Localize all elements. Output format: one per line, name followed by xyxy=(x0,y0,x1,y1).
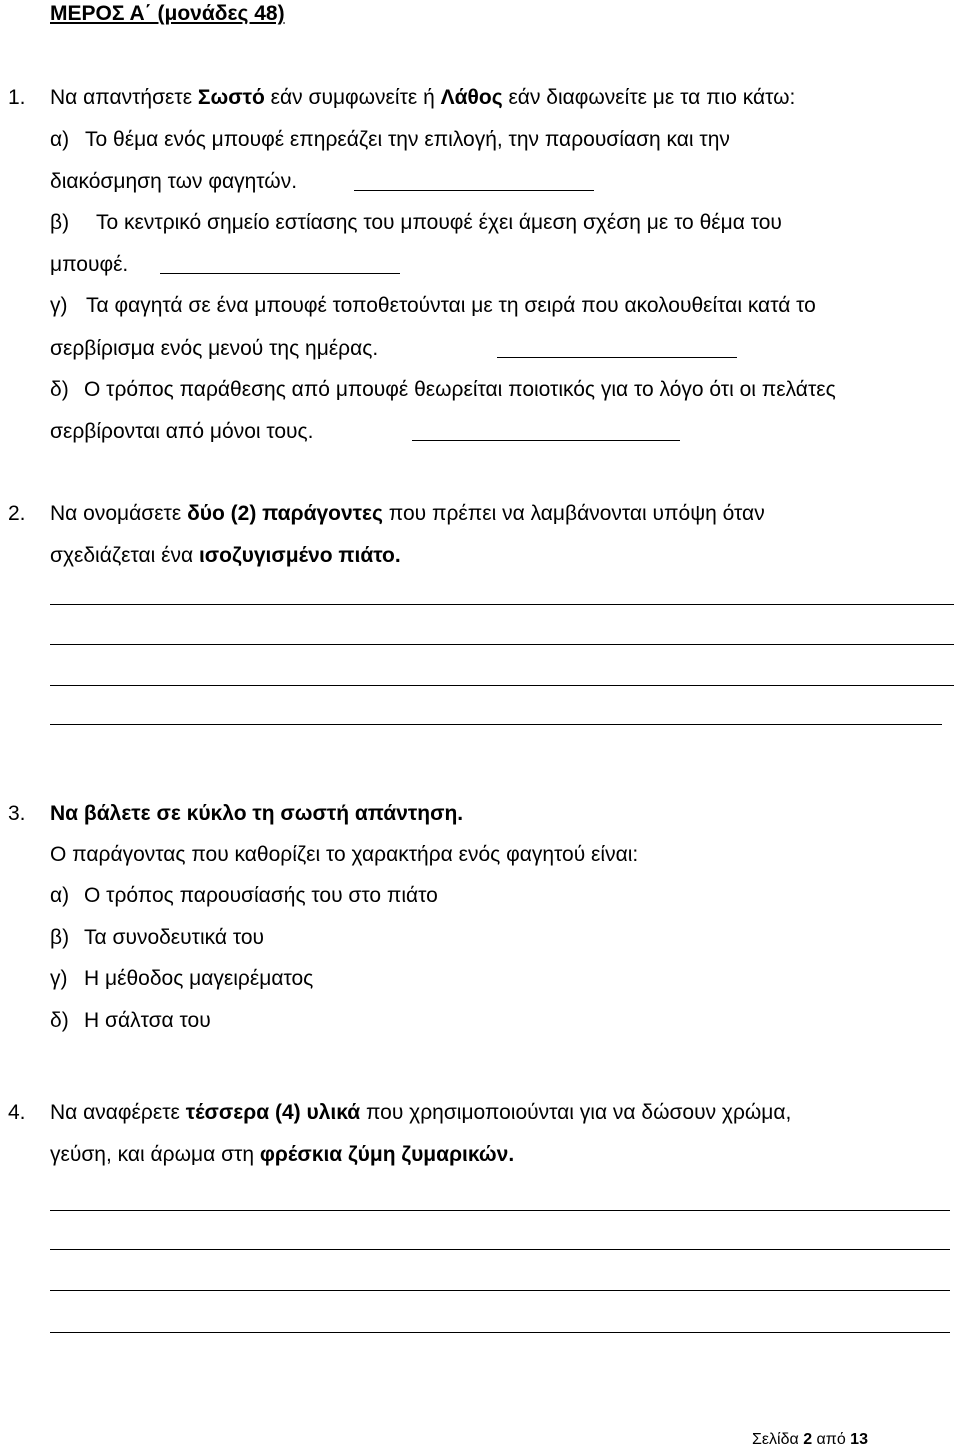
question-1c-line2: σερβίρισμα ενός μενού της ημέρας. xyxy=(50,337,379,360)
question-1c-line1: Τα φαγητά σε ένα μπουφέ τοποθετούνται με τη σειρά που ακολουθείται κατά το xyxy=(86,294,816,317)
question-4-number: 4. xyxy=(8,1101,26,1124)
question-1b-line1: Το κεντρικό σημείο εστίασης του μπουφέ έχει άμεση σχέση με το θέμα του xyxy=(96,211,782,234)
answer-blank-1a[interactable] xyxy=(354,190,594,191)
section-header: ΜΕΡΟΣ Α΄ (μονάδες 48) xyxy=(50,2,285,25)
question-3-stem: Ο παράγοντας που καθορίζει το χαρακτήρα ενός φαγητού είναι: xyxy=(50,843,639,866)
question-1a-line1: α) Το θέμα ενός μπουφέ επηρεάζει την επιλογή, την παρουσίαση και την xyxy=(50,128,730,151)
option-c[interactable]: Η μέθοδος μαγειρέματος xyxy=(84,967,314,990)
question-4-line1: Να αναφέρετε τέσσερα (4) υλικά που χρησιμοποιούνται για να δώσουν χρώμα, xyxy=(50,1101,792,1124)
option-a[interactable]: Ο τρόπος παρουσίασής του στο πιάτο xyxy=(84,884,438,907)
option-b-letter: β) xyxy=(50,926,70,949)
option-b[interactable]: Τα συνοδευτικά του xyxy=(84,926,264,949)
question-1b-line2: μπουφέ. xyxy=(50,253,129,276)
question-1-number: 1. xyxy=(8,86,26,109)
question-3-title: Να βάλετε σε κύκλο τη σωστή απάντηση. xyxy=(50,802,464,825)
answer-blank-1d[interactable] xyxy=(412,440,680,441)
answer-line-2-2[interactable] xyxy=(50,644,954,645)
option-a-letter: α) xyxy=(50,884,70,907)
question-2-number: 2. xyxy=(8,502,26,525)
question-1c-letter: γ) xyxy=(50,294,68,317)
page-number: Σελίδα 2 από 13 xyxy=(752,1431,868,1448)
answer-line-4-1[interactable] xyxy=(50,1210,950,1211)
option-d[interactable]: Η σάλτσα του xyxy=(84,1009,211,1032)
question-1a-line2: διακόσμηση των φαγητών. xyxy=(50,170,298,193)
question-3-number: 3. xyxy=(8,802,26,825)
answer-line-4-4[interactable] xyxy=(50,1332,950,1333)
question-2-line1: Να ονομάσετε δύο (2) παράγοντες που πρέπει να λαμβάνονται υπόψη όταν xyxy=(50,502,765,525)
question-1b-letter: β) xyxy=(50,211,70,234)
answer-line-4-2[interactable] xyxy=(50,1249,950,1250)
question-1d-letter: δ) xyxy=(50,378,69,401)
question-1d-line2: σερβίρονται από μόνοι τους. xyxy=(50,420,314,443)
question-4-line2: γεύση, και άρωμα στη φρέσκια ζύμη ζυμαρικών. xyxy=(50,1143,515,1166)
option-c-letter: γ) xyxy=(50,967,68,990)
question-1-text: Να απαντήσετε Σωστό εάν συμφωνείτε ή Λάθος εάν διαφωνείτε με τα πιο κάτω: xyxy=(50,86,796,109)
answer-line-4-3[interactable] xyxy=(50,1290,950,1291)
question-1d-line1: Ο τρόπος παράθεσης από μπουφέ θεωρείται ποιοτικός για το λόγο ότι οι πελάτες xyxy=(84,378,836,401)
answer-line-2-1[interactable] xyxy=(50,604,954,605)
answer-line-2-4[interactable] xyxy=(50,724,942,725)
answer-blank-1b[interactable] xyxy=(160,273,400,274)
option-d-letter: δ) xyxy=(50,1009,69,1032)
question-2-line2: σχεδιάζεται ένα ισοζυγισμένο πιάτο. xyxy=(50,544,401,567)
answer-line-2-3[interactable] xyxy=(50,685,954,686)
answer-blank-1c[interactable] xyxy=(497,357,737,358)
